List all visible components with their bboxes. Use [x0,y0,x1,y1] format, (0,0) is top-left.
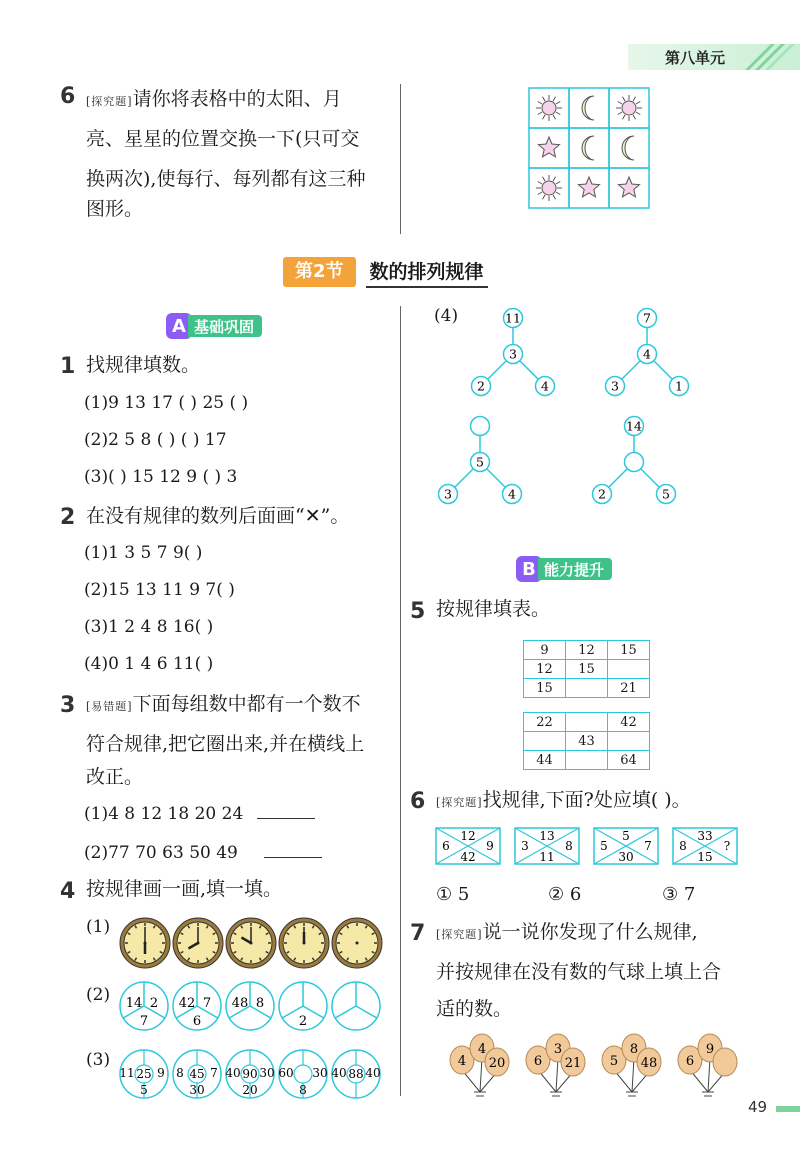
circle-value: 48 [231,996,249,1011]
table-cell [524,732,566,751]
q6b-number: 6 [410,789,426,814]
q7-line1: [探究题]说一说你发现了什么规律, [436,921,698,943]
circle-value: 8 [255,996,265,1011]
circle-value: 30 [312,1066,328,1080]
top-divider [400,84,401,234]
fraction-circle [332,982,380,1030]
balloon-value: 20 [488,1056,506,1071]
balloon-value: 6 [533,1054,543,1069]
box-value: 8 [565,839,573,853]
q7-line2: 并按规律在没有数的气球上填上合 [436,961,722,983]
q6b-tag: [探究题] [436,796,483,809]
circle-value: 40 [225,1066,241,1080]
grid-cell [569,88,609,128]
q4-part4-label: (4) [434,306,459,326]
q2-item: (2)15 13 11 9 7( ) [84,580,235,600]
circle-value: 42 [178,996,196,1011]
box-value: 30 [618,850,634,864]
badge-b-letter: B [516,556,542,582]
table-cell [566,679,608,698]
q2-item: (3)1 2 4 8 16( ) [84,617,214,637]
table-cell: 12 [566,641,608,660]
q6b-option: ① 5 [436,884,470,905]
cross-box [594,828,658,864]
box-value: 9 [486,839,494,853]
sun-icon [536,175,562,201]
circle-value: 7 [202,996,212,1011]
circle-value: 7 [139,1014,149,1029]
number-circle [225,1050,274,1098]
balloon-value: 4 [477,1042,487,1057]
box-value: 8 [679,839,687,853]
q6-top-tag: [探究题] [86,95,133,108]
table-row [524,679,650,698]
box-value: 6 [442,839,450,853]
q1-item: (1)9 13 17 ( ) 25 ( ) [84,393,249,413]
main-divider [400,306,401,1096]
tree-node [471,417,490,436]
section-title: 数的排列规律 [366,257,488,288]
circle-value: 25 [136,1067,152,1081]
circle-value: 14 [125,996,143,1011]
table-row [524,732,650,751]
star-icon [619,177,640,197]
q4-part3-label: (3) [86,1050,111,1070]
page-number-bar [776,1106,800,1112]
box-value: 12 [460,829,476,843]
q4-number: 4 [60,879,76,904]
circle-value: 8 [299,1083,307,1097]
number-circle-row [118,1047,383,1101]
tree-value: 4 [541,378,549,394]
table-cell: 44 [524,751,566,770]
fraction-circle [279,982,327,1030]
circle-value: 40 [331,1066,347,1080]
circle-value: 7 [210,1066,218,1080]
badge-a [166,313,262,339]
q2-item: (4)0 1 4 6 11( ) [84,654,214,674]
sun-icon [536,95,562,121]
table-row [524,641,650,660]
box-value: 5 [600,839,608,853]
tree-value: 7 [643,310,651,326]
pattern-table-2 [523,712,650,770]
box-value: ? [723,839,731,853]
q3-tag: [易错题] [86,700,133,713]
circle-value: 11 [119,1066,135,1080]
q1-text: 找规律填数。 [86,354,201,376]
grid-cell [609,128,649,168]
table-cell [566,751,608,770]
circle-value: 60 [278,1066,294,1080]
cross-box [436,828,500,864]
q6-top-line3: 换两次),使每行、每列都有这三种 [86,168,366,190]
tree-value: 1 [675,378,683,394]
q2-text: 在没有规律的数列后面画“✕”。 [86,505,350,527]
number-circle [119,1050,168,1098]
circle-value: 2 [149,996,159,1011]
q6-top-line2: 亮、星星的位置交换一下(只可交 [86,128,360,150]
table-cell: 43 [566,732,608,751]
tree-value: 3 [509,346,517,362]
circle-value: 30 [189,1083,205,1097]
fraction-circle-row [118,979,383,1034]
moon-icon [582,136,594,160]
number-circle [278,1050,327,1098]
circle-value: 90 [242,1067,258,1081]
tree-value: 14 [626,418,642,434]
q3-item: (1)4 8 12 18 20 24 [84,804,315,824]
tree-value: 2 [477,378,485,394]
page-number: 49 [748,1098,768,1116]
balloon-row [440,1032,740,1102]
q7-line3: 适的数。 [436,998,513,1020]
q4-part1-label: (1) [86,917,111,937]
pattern-table-1 [523,640,650,698]
number-tree [439,417,522,504]
sun-icon [616,95,642,121]
q6-top-line4: 图形。 [86,198,144,220]
balloon-group [678,1034,737,1096]
circle-value: 20 [242,1083,258,1097]
number-tree [472,309,555,396]
q1-item: (2)2 5 8 ( ) ( ) 17 [84,430,227,450]
table-cell: 9 [524,641,566,660]
table-cell: 64 [608,751,650,770]
badge-b [516,556,612,582]
star-icon [579,177,600,197]
moon-icon [582,96,594,120]
clock-icon [226,918,276,968]
tree-value: 5 [662,486,670,502]
table-cell: 42 [608,713,650,732]
star-icon [539,137,560,157]
tree-value: 2 [598,486,606,502]
table-row [524,751,650,770]
q6b-line: [探究题]找规律,下面?处应填( )。 [436,789,691,811]
q7-number: 7 [410,921,426,946]
clock-icon [120,918,170,968]
q5-text: 按规律填表。 [436,598,551,620]
section-heading [283,257,488,287]
circle-value: 88 [348,1067,364,1081]
moon-icon [622,136,634,160]
q3-line1: [易错题]下面每组数中都有一个数不 [86,693,361,715]
clock-row [118,915,383,971]
table-cell: 15 [524,679,566,698]
fraction-circle [120,982,168,1030]
circle-value: 40 [365,1066,381,1080]
box-value: 7 [644,839,652,853]
tree-node [625,453,644,472]
q4-part2-label: (2) [86,985,111,1005]
table-cell: 15 [566,660,608,679]
unit-label: 第八单元 [665,49,726,67]
clock-icon [173,918,223,968]
q2-number: 2 [60,505,76,530]
tree-value: 5 [476,454,484,470]
section-label: 第2节 [283,257,356,287]
box-value: 33 [697,829,713,843]
number-circle [331,1050,380,1098]
table-cell [566,713,608,732]
box-value: 11 [539,850,555,864]
balloon-group [450,1034,509,1096]
circle-value: 2 [298,1014,308,1029]
balloon-value: 6 [685,1054,695,1069]
tree-value: 3 [611,378,619,394]
q7-tag: [探究题] [436,928,483,941]
circle-value: 30 [259,1066,275,1080]
clock-icon [279,918,329,968]
tree-value: 11 [505,310,521,326]
tree-value: 4 [508,486,516,502]
table-cell: 15 [608,641,650,660]
circle-value: 6 [192,1014,202,1029]
table-row [524,660,650,679]
grid-cell [569,128,609,168]
balloon-value: 8 [629,1042,639,1057]
q3-number: 3 [60,693,76,718]
q3-line3: 改正。 [86,766,144,788]
q4-text: 按规律画一画,填一填。 [86,878,283,900]
q3-item: (2)77 70 63 50 49 [84,843,322,863]
cross-box-row [434,826,754,868]
table-cell [608,732,650,751]
q6b-option: ② 6 [548,884,582,905]
q6-top-number: 6 [60,84,76,109]
balloon-icon [713,1048,737,1076]
circle-value: 45 [189,1067,205,1081]
balloon-value: 21 [564,1056,582,1071]
balloon-value: 48 [640,1056,658,1071]
circle-value: 5 [140,1083,148,1097]
table-row [524,713,650,732]
balloon-group [602,1034,661,1096]
number-circle [173,1050,221,1098]
balloon-group [526,1034,585,1096]
number-tree-diagram [430,300,720,515]
circle-value: 8 [176,1066,184,1080]
q6-top-line1: [探究题]请你将表格中的太阳、月 [86,88,342,110]
number-tree [593,417,676,504]
fraction-circle [173,982,221,1030]
box-value: 5 [622,829,630,843]
box-value: 15 [697,850,713,864]
balloon-value: 9 [705,1042,715,1057]
balloon-value: 3 [553,1042,563,1057]
box-value: 13 [539,829,555,843]
clock-icon [332,918,382,968]
table-cell: 21 [608,679,650,698]
header-stripes-icon [745,40,800,72]
table-cell [608,660,650,679]
badge-b-text: 能力提升 [538,558,612,580]
cross-box [515,828,579,864]
balloon-value: 4 [457,1054,467,1069]
box-value: 3 [521,839,529,853]
number-tree [606,309,689,396]
q2-item: (1)1 3 5 7 9( ) [84,543,203,563]
q6b-option: ③ 7 [662,884,696,905]
q5-number: 5 [410,599,426,624]
q1-number: 1 [60,354,76,379]
table-cell: 12 [524,660,566,679]
symbol-grid [528,87,650,209]
badge-a-letter: A [166,313,192,339]
tree-value: 3 [444,486,452,502]
q3-line2: 符合规律,把它圈出来,并在横线上 [86,733,365,755]
box-value: 42 [460,850,476,864]
badge-a-text: 基础巩固 [188,315,262,337]
table-cell: 22 [524,713,566,732]
fraction-circle [226,982,274,1030]
circle-value: 9 [157,1066,165,1080]
balloon-value: 5 [609,1054,619,1069]
q1-item: (3)( ) 15 12 9 ( ) 3 [84,467,238,487]
cross-box [673,828,737,864]
tree-value: 4 [643,346,651,362]
